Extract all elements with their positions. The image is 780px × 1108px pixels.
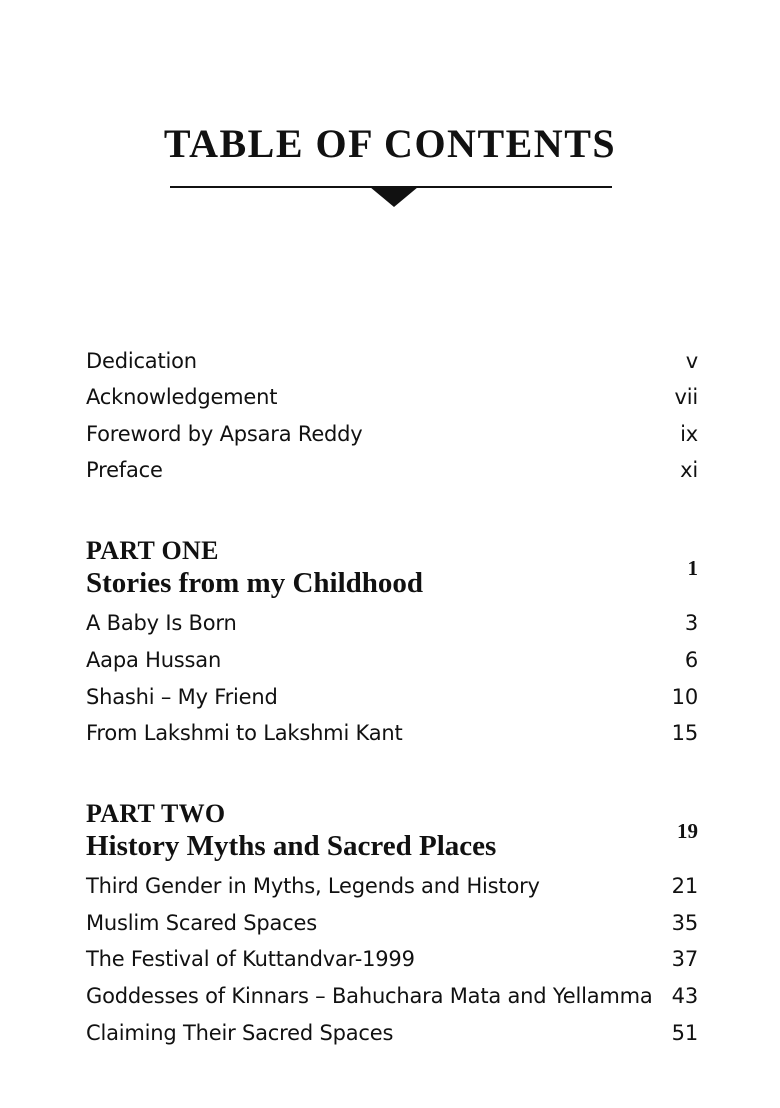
toc-entry-label: The Festival of Kuttandvar-1999 [86, 947, 415, 971]
toc-entry-label: Acknowledgement [86, 385, 278, 409]
toc-entry-chapter[interactable] [86, 718, 698, 748]
toc-entry-label: Aapa Hussan [86, 648, 222, 672]
toc-entry-chapter[interactable] [86, 944, 698, 974]
part-page: 1 [687, 556, 698, 580]
toc-entry-page: 43 [671, 984, 698, 1008]
page-title: TABLE OF CONTENTS [163, 121, 617, 166]
part-title: History Myths and Sacred Places [86, 830, 497, 862]
toc-entry-label: Foreword by Apsara Reddy [86, 422, 363, 446]
toc-entry-page: 37 [671, 947, 698, 971]
toc-entry-label: From Lakshmi to Lakshmi Kant [86, 721, 403, 745]
toc-entry-preface[interactable] [86, 455, 698, 485]
toc-entry-chapter[interactable] [86, 908, 698, 938]
toc-entry-chapter[interactable] [86, 608, 698, 638]
toc-entry-label: Goddesses of Kinnars – Bahuchara Mata and Yellamma [86, 984, 653, 1008]
part-two-heading[interactable] [86, 799, 698, 863]
part-kicker: PART ONE [86, 536, 219, 565]
toc-entry-page: 51 [671, 1021, 698, 1045]
toc-entry-dedication[interactable] [86, 346, 698, 376]
toc-entry-label: Dedication [86, 349, 197, 373]
toc-entry-page: xi [680, 458, 698, 482]
toc-entry-label: Preface [86, 458, 163, 482]
toc-entry-chapter[interactable] [86, 682, 698, 712]
part-title: Stories from my Childhood [86, 567, 424, 599]
part-page: 19 [677, 819, 698, 843]
toc-entry-page: 6 [684, 648, 698, 672]
toc-entry-acknowledgement[interactable] [86, 382, 698, 412]
part-one-heading[interactable] [86, 536, 698, 600]
toc-entry-chapter[interactable] [86, 645, 698, 675]
toc-entry-label: Shashi – My Friend [86, 685, 278, 709]
toc-entry-label: A Baby Is Born [86, 611, 237, 635]
toc-entry-foreword[interactable] [86, 419, 698, 449]
divider-triangle-icon [370, 187, 418, 207]
toc-entry-page: 21 [671, 874, 698, 898]
toc-entry-chapter[interactable] [86, 981, 698, 1011]
toc-entry-page: v [685, 349, 698, 373]
toc-entry-chapter[interactable] [86, 871, 698, 901]
toc-entry-page: 3 [684, 611, 698, 635]
toc-entry-label: Muslim Scared Spaces [86, 911, 317, 935]
toc-entry-page: 35 [671, 911, 698, 935]
toc-entry-chapter[interactable] [86, 1018, 698, 1048]
toc-entry-page: 10 [671, 685, 698, 709]
toc-entry-label: Third Gender in Myths, Legends and History [86, 874, 540, 898]
part-kicker: PART TWO [86, 799, 226, 828]
toc-entry-page: ix [680, 422, 698, 446]
toc-entry-page: 15 [671, 721, 698, 745]
toc-entry-page: vii [674, 385, 698, 409]
toc-entry-label: Claiming Their Sacred Spaces [86, 1021, 394, 1045]
